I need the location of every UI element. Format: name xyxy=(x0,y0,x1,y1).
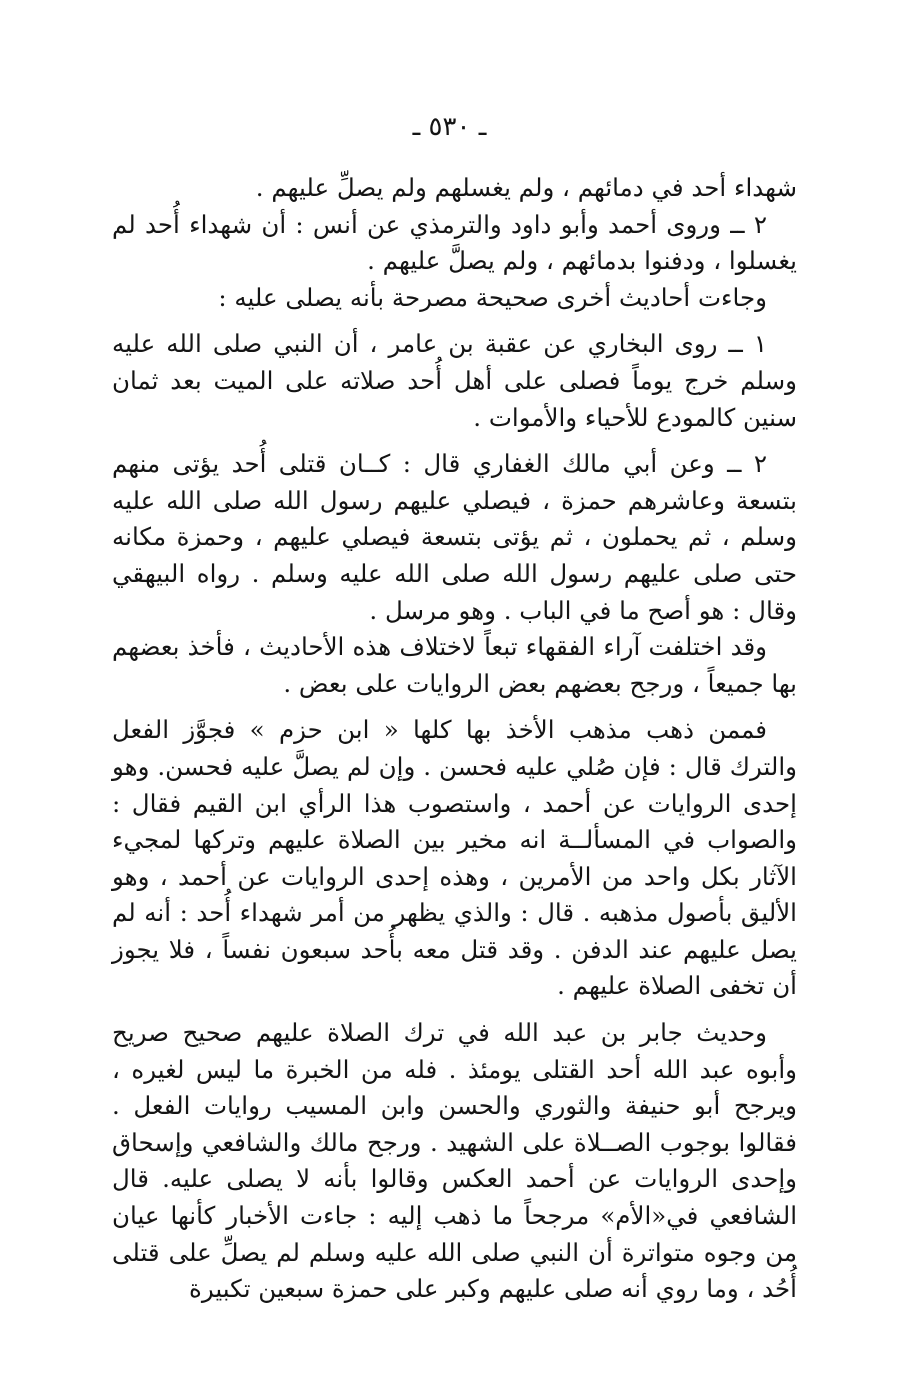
paragraph-8: وحديث جابر بن عبد الله في ترك الصلاة عليهم صحيح صريح وأبوه عبد الله أحد القتلى يومئذ . فله من الخبرة ما ليس لغيره ، ويرجح أبو حنيفة والثوري والحسن وابن المسيب روايات الفعل . فقالوا بوجوب الصــلاة على الشهيد . ورجح مالك والشافعي وإسحاق وإحدى الروايات عن أحمد العكس وقالوا بأنه لا يصلى عليه. قال الشافعي في«الأم» مرجحاً ما ذهب إليه : جاءت الأخبار كأنها عيان من وجوه متواترة أن النبي صلى الله عليه وسلم لم يصلِّ على قتلى أُحُد ، وما روي أنه صلى عليهم وكبر على حمزة سبعين تكبيرة xyxy=(112,1018,797,1304)
paragraph-1: شهداء أحد في دمائهم ، ولم يغسلهم ولم يصلِّ عليهم . xyxy=(255,173,797,202)
paragraph-2: ٢ ــ وروى أحمد وأبو داود والترمذي عن أنس : أن شهداء أُحد لم يغسلوا ، ودفنوا بدمائهم ، ولم يصلَّ عليهم . xyxy=(112,209,797,276)
paragraph-7: فممن ذهب مذهب الأخذ بها كلها « ابن حزم » فجوَّز الفعل والترك قال : فإن صُلي عليه فحسن . وإن لم يصلَّ عليه فحسن. وهو إحدى الروايات عن أحمد ، واستصوب هذا الرأي ابن القيم فقال : والصواب في المسألــة انه مخير بين الصلاة عليهم وتركها لمجيء الآثار بكل واحد من الأمرين ، وهذه إحدى الروايات عن أحمد ، وهو الأليق بأصول مذهبه . قال : والذي يظهر من أمر شهداء أُحد : أنه لم يصل عليهم عند الدفن . وقد قتل معه بأُحد سبعون نفساً ، فلا يجوز أن تخفى الصلاة عليهم . xyxy=(112,715,797,1001)
paragraph-4: ١ ــ روى البخاري عن عقبة بن عامر ، أن النبي صلى الله عليه وسلم خرج يوماً فصلى على أهل أُحد صلاته على الميت بعد ثمان سنين كالمودع للأحياء والأموات . xyxy=(112,329,797,432)
paragraph-3: وجاءت أحاديث أخرى صحيحة مصرحة بأنه يصلى عليه : xyxy=(218,282,767,312)
body-text xyxy=(112,170,797,1308)
paragraph-6: وقد اختلفت آراء الفقهاء تبعاً لاختلاف هذه الأحاديث ، فأخذ بعضهم بها جميعاً ، ورجح بعضهم بعض الروايات على بعض . xyxy=(112,632,797,698)
page-number: ـ ٥٣٠ ـ xyxy=(412,112,487,142)
paragraph-5: ٢ ــ وعن أبي مالك الغفاري قال : كــان قتلى أُحد يؤتى منهم بتسعة وعاشرهم حمزة ، فيصلي عليهم رسول الله صلى الله عليه وسلم ، ثم يحملون ، ثم يؤتى بتسعة فيصلي عليهم ، وحمزة مكانه حتى صلى عليهم رسول الله صلى الله عليه وسلم . رواه البيهقي وقال : هو أصح ما في الباب . وهو مرسل . xyxy=(112,449,797,625)
